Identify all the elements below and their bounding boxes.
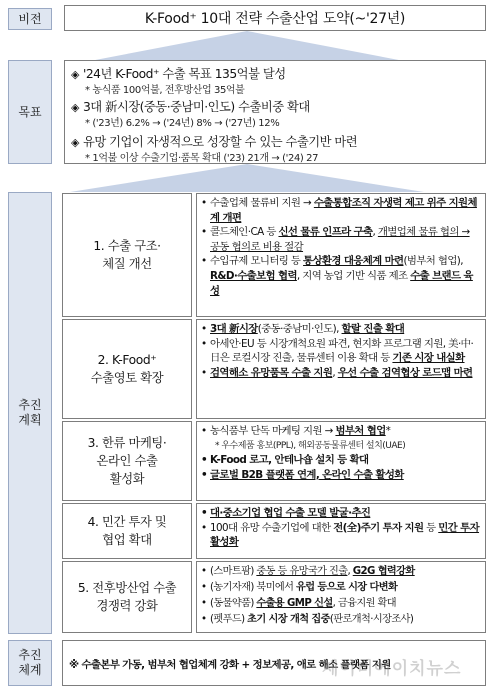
system-text: ※ 수출본부 가동, 범부처 협업체계 강화 + 정보제공, 애로 해소 플랫폼 지원 [69,658,391,671]
category-title: 5. 전후방산업 수출 경쟁력 강화 [62,561,192,633]
list-item: • 검역해소 유망품목 수출 지원, 우선 수출 검역협상 로드맵 마련 [201,366,481,381]
goal-item: ◈ '24년 K-Food⁺ 수출 목표 135억불 달성 [71,67,286,81]
diamond-icon: ◈ [71,101,79,114]
up-arrow-icon [0,164,494,192]
goal-item: ◈ 유망 기업이 자생적으로 성장할 수 있는 수출기반 마련 [71,135,358,149]
category-items [196,561,486,633]
vision-text: K-Food⁺ 10대 전략 수출산업 도약(~'27년) [144,11,406,27]
category-items [196,421,486,501]
category-title: 1. 수출 구조· 체질 개선 [62,193,192,317]
goal-box [64,60,486,164]
up-arrow-icon [0,31,494,61]
watermark: 제이비에이치뉴스 [322,659,462,679]
list-item: • 대·중소기업 협업 수출 모델 발굴·추진 [201,506,481,521]
vision-label: 비전 [8,8,52,30]
diamond-icon: ◈ [71,136,79,149]
category-title: 2. K-Food⁺ 수출영토 확장 [62,319,192,419]
list-item: • 아세안·EU 등 시장개척요원 파견, 현지화 프로그램 지원, 美·中·日은 로컬시장 진출, 물류센터 이용 확대 등 기존 시장 내실화 [201,337,481,366]
list-item: • 수입규제 모니터링 등 통상환경 대응체계 마련(범부처 협업), R&D·수출보험 협력, 지역 농업 기반 식품 제조 수출 브랜드 육성 [201,254,481,298]
list-item: • 3대 新시장(중동·중남미·인도), 할랄 진출 확대 [201,322,481,337]
list-item: • 농식품부 단독 마케팅 지원 → 범부처 협업* [201,424,481,439]
list-item: • K-Food 로고, 안테나숍 설치 등 확대 [201,453,481,468]
note-text: * 우수제품 홍보(PPL), 해외공동물류센터 설치(UAE) [215,440,406,451]
category-items [196,319,486,419]
system-label: 추진 체계 [8,640,52,686]
list-item: • 콜드체인·CA 등 신선 물류 인프라 구축, 개별업체 물류 협의 → 공동 협의로 비용 절감 [201,225,481,254]
goal-item: ◈ 3대 新시장(중동·중남미·인도) 수출비중 확대 [71,100,310,114]
vision-box [64,5,486,31]
category-items [196,193,486,317]
category-items [196,503,486,559]
list-item: • (농기자재) 북미에서 유럽 등으로 시장 다변화 [201,580,481,596]
list-item: • (스마트팜) 중동 등 유망국가 진출, G2G 협력강화 [201,564,481,580]
goal-sub: * 농식품 100억불, 전후방산업 35억불 [85,85,245,96]
strategy-label: 추진 계획 [8,192,52,634]
category-title: 3. 한류 마케팅· 온라인 수출 활성화 [62,421,192,501]
list-item: • 글로벌 B2B 플랫폼 연계, 온라인 수출 활성화 [201,468,481,483]
list-item: • 100대 유망 수출기업에 대한 전(全)주기 투자 지원 등 민간 투자 활성화 [201,521,481,550]
goal-sub: * 1억불 이상 수출기업·품목 확대 ('23) 21개 → ('24) 27 [85,153,319,164]
category-title: 4. 민간 투자 및 협업 확대 [62,503,192,559]
list-item: • (동물약품) 수출용 GMP 신설, 금융지원 확대 [201,596,481,612]
goal-sub: * ('23년) 6.2% → ('24년) 8% → ('27년) 12% [85,118,280,129]
list-item: • 수출업체 물류비 지원 → 수출통합조직 자생력 제고 위주 지원체계 개편 [201,196,481,225]
list-item: • (펫푸드) 초기 시장 개척 집중(판로개척·시장조사) [201,612,481,628]
diamond-icon: ◈ [71,68,79,81]
goal-label: 목표 [8,60,52,164]
